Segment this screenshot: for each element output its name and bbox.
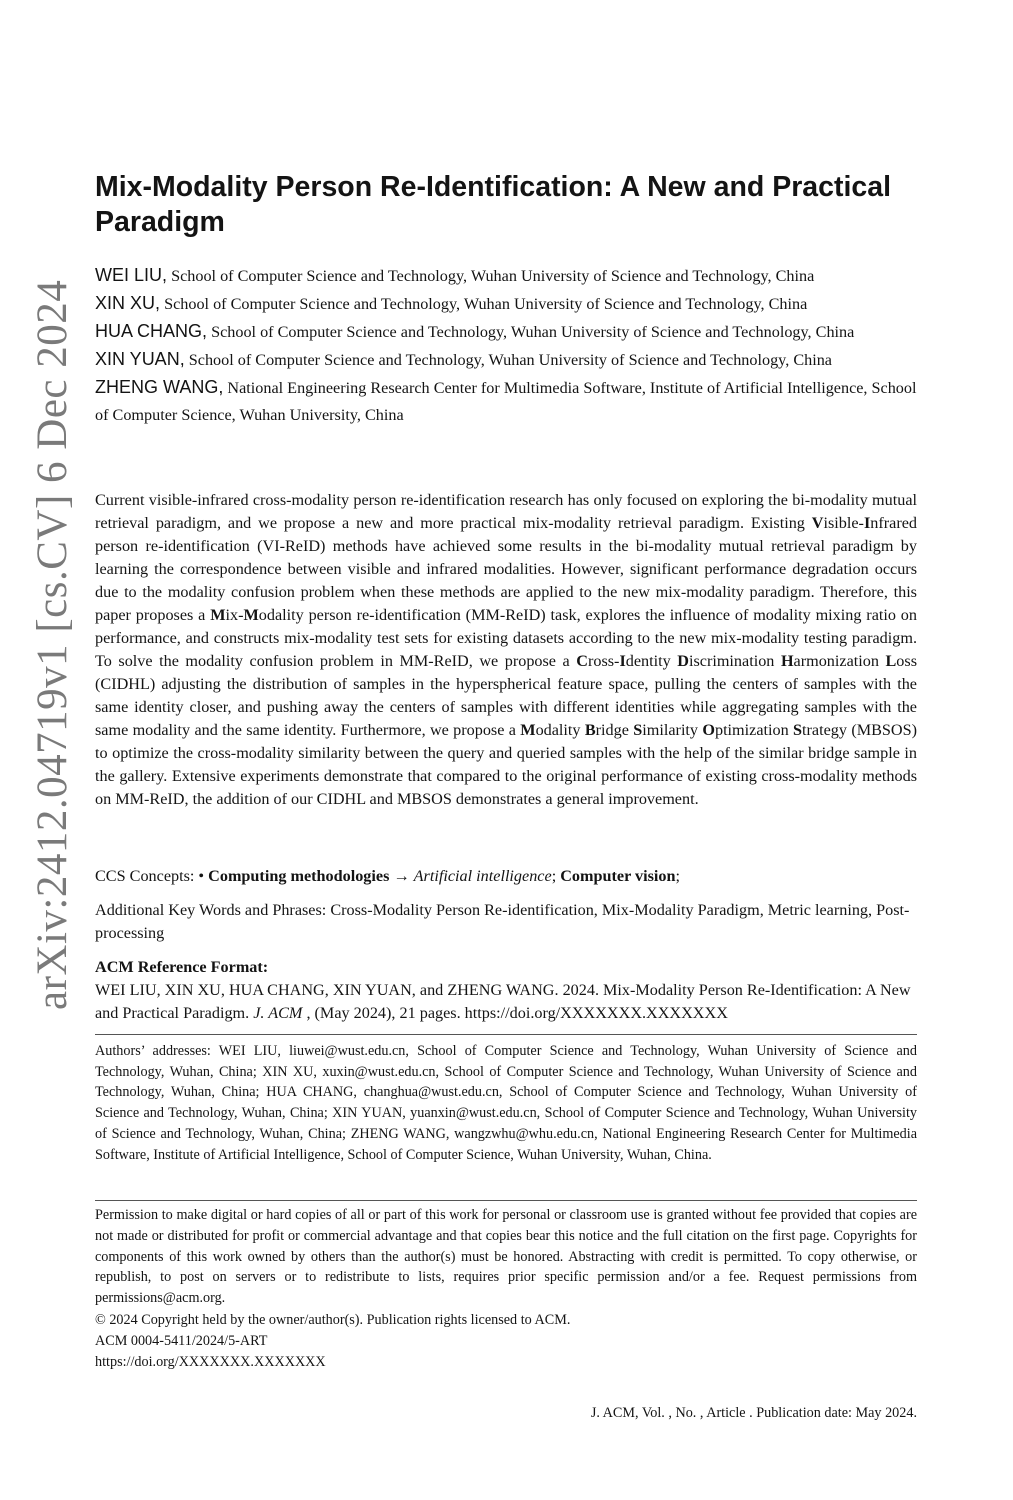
copyright-line: © 2024 Copyright held by the owner/author(s). Publication rights licensed to ACM. [95,1312,571,1328]
author-entry [95,374,917,429]
author-entry [95,290,917,318]
author-affiliation: National Engineering Research Center for Multimedia Software, Institute of Artificial Intelligence, School of Computer Science, Wuhan University, China [95,379,917,424]
abstract: Current visible-infrared cross-modality person re-identification research has only focused on exploring the bi-modality mutual retrieval paradigm, and we propose a new and more practical mix-modality retrieval paradigm. Existing Visible-Infrared person re-identification (VI-ReID) methods have achieved some results in the bi-modality mutual retrieval paradigm by learning the correspondence between visible and infrared modalities. However, significant performance degradation occurs due to the modality confusion problem when these methods are applied to the new mix-modality paradigm. Therefore, this paper proposes a Mix-Modality person re-identification (MM-ReID) task, explores the influence of modality mixing ratio on performance, and constructs mix-modality test sets for existing datasets according to the new mix-modality testing paradigm. To solve the modality confusion problem in MM-ReID, we propose a Cross-Identity Discrimination Harmonization Loss (CIDHL) adjusting the distribution of samples in the hyperspherical feature space, pulling the centers of samples with the same identity closer, and pushing away the centers of samples with different identities while aggregating samples with the same modality and the same identity. Furthermore, we propose a Modality Bridge Similarity Optimization Strategy (MBSOS) to optimize the cross-modality similarity between the query and queried samples with the help of the similar bridge sample in the gallery. Extensive experiments demonstrate that compared to the original performance of existing cross-modality methods on MM-ReID, the addition of our CIDHL and MBSOS demonstrates a general improvement. [95,491,917,808]
keywords: Additional Key Words and Phrases: Cross-Modality Person Re-identification, Mix-Modality Paradigm, Metric learning, Post-processing [95,901,910,942]
author-entry [95,262,917,290]
doi-line: https://doi.org/XXXXXXX.XXXXXXX [95,1354,326,1370]
author-addresses: Authors’ addresses: WEI LIU, liuwei@wust.edu.cn, School of Computer Science and Technology, Wuhan University of Science and Technology, Wuhan, China; XIN XU, xuxin@wust.edu.cn, School of Computer Science and Technology, Wuhan University of Science and Technology, Wuhan, China; HUA CHANG, changhua@wust.edu.cn, School of Computer Science and Technology, Wuhan University of Science and Technology, Wuhan, China; XIN YUAN, yuanxin@wust.edu.cn, School of Computer Science and Technology, Wuhan University of Science and Technology, Wuhan, China; ZHENG WANG, wangzwhu@whu.edu.cn, National Engineering Research Center for Multimedia Software, Institute of Artificial Intelligence, School of Computer Science, Wuhan University, Wuhan, China. [95,1043,917,1163]
author-name: ZHENG WANG, [95,377,224,397]
permission-notice: Permission to make digital or hard copies of all or part of this work for personal or classroom use is granted without fee provided that copies are not made or distributed for profit or commercial advantage and that copies bear this notice and the full citation on the first page. Copyrights for components of this work owned by others than the author(s) must be honored. Abstracting with credit is permitted. To copy otherwise, or republish, to post on servers or to redistribute to lists, requires prior specific permission and/or a fee. Request permissions from permissions@acm.org. [95,1207,917,1307]
author-affiliation: School of Computer Science and Technology, Wuhan University of Science and Technology, China [160,295,808,313]
author-entry [95,346,917,374]
author-name: XIN XU, [95,293,161,313]
author-affiliation: School of Computer Science and Technology, Wuhan University of Science and Technology, China [207,323,855,341]
divider [95,1034,917,1035]
author-list [95,262,917,429]
acm-reference-heading: ACM Reference Format: [95,958,269,976]
author-affiliation: School of Computer Science and Technology, Wuhan University of Science and Technology, China [184,351,832,369]
publication-info [95,1310,917,1373]
author-affiliation: School of Computer Science and Technology, Wuhan University of Science and Technology, China [167,267,815,285]
author-name: HUA CHANG, [95,321,208,341]
acm-reference-format: ACM Reference Format: WEI LIU, XIN XU, HUA CHANG, XIN YUAN, and ZHENG WANG. 2024. Mix-Modality Person Re-Identification: A New and Practical Paradigm. J. ACM , (May 2024), 21 pages. https://doi.org/XXXXXXX.XXXXXXX [95,956,917,1025]
author-entry [95,318,917,346]
ccs-concepts: CCS Concepts: • Computing methodologies → Artificial intelligence; Computer vision; [95,867,681,885]
divider [95,1200,917,1201]
author-name: XIN YUAN, [95,349,185,369]
paper-title: Mix-Modality Person Re-Identification: A New and Practical Paradigm [95,171,892,238]
page-footer: J. ACM, Vol. , No. , Article . Publication date: May 2024. [590,1405,917,1421]
issn-line: ACM 0004-5411/2024/5-ART [95,1333,268,1349]
author-name: WEI LIU, [95,265,168,285]
arxiv-stamp: arXiv:2412.04719v1 [cs.CV] 6 Dec 2024 [29,279,76,1010]
